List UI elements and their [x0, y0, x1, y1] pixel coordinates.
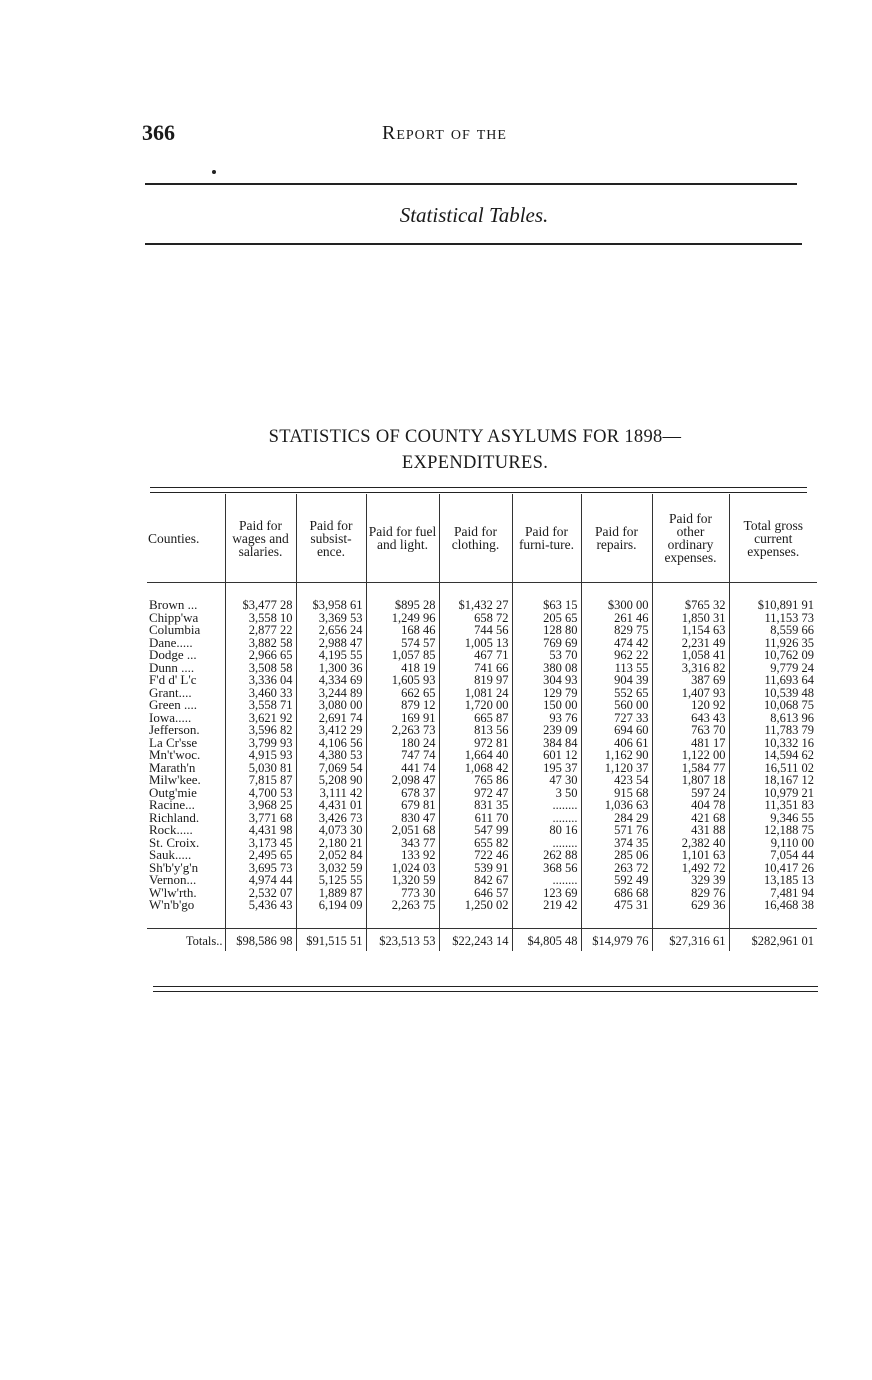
amount-cell: 113 55 — [581, 662, 652, 675]
column-header: Paid for furni-ture. — [512, 494, 581, 583]
amount-cell: 128 80 — [512, 624, 581, 637]
amount-cell: ........ — [512, 799, 581, 812]
amount-cell: 2,966 65 — [225, 649, 296, 662]
column-header: Paid for other ordinary expenses. — [652, 494, 729, 583]
amount-cell: 1,024 03 — [366, 862, 439, 875]
running-head: Report of the — [382, 122, 507, 144]
amount-cell: 1,005 13 — [439, 637, 512, 650]
amount-cell: 3,111 42 — [296, 787, 366, 800]
amount-cell: $895 28 — [366, 599, 439, 612]
amount-cell: 2,263 75 — [366, 899, 439, 912]
table-row — [147, 849, 817, 862]
amount-cell: 11,153 73 — [729, 612, 817, 625]
county-name-cell: St. Croix. — [149, 834, 200, 850]
amount-cell: 180 24 — [366, 737, 439, 750]
county-name-cell: Dane..... — [149, 634, 193, 650]
amount-cell: 4,106 56 — [296, 737, 366, 750]
amount-cell: 3,596 82 — [225, 724, 296, 737]
amount-cell: 1,154 63 — [652, 624, 729, 637]
amount-cell: 133 92 — [366, 849, 439, 862]
amount-cell: 474 42 — [581, 637, 652, 650]
amount-cell: 168 46 — [366, 624, 439, 637]
amount-cell: 2,656 24 — [296, 624, 366, 637]
county-name-cell: Vernon... — [149, 872, 197, 887]
table-row — [147, 899, 817, 912]
amount-cell: 387 69 — [652, 674, 729, 687]
amount-cell: 18,167 12 — [729, 774, 817, 787]
county-name-cell: Racine... — [149, 797, 195, 812]
county-name-cell: Rock..... — [149, 822, 193, 837]
amount-cell: $63 15 — [512, 599, 581, 612]
amount-cell: 1,584 77 — [652, 762, 729, 775]
spacer-row — [147, 912, 817, 929]
amount-cell: 3,080 00 — [296, 699, 366, 712]
amount-cell: 1,057 85 — [366, 649, 439, 662]
table-top-rule — [150, 487, 807, 493]
amount-cell: 655 82 — [439, 837, 512, 850]
county-name-cell: Dunn .... — [149, 659, 195, 675]
amount-cell: 10,417 26 — [729, 862, 817, 875]
county-name-cell: Iowa..... — [149, 709, 192, 725]
amount-cell: 4,334 69 — [296, 674, 366, 687]
amount-cell: 2,532 07 — [225, 887, 296, 900]
column-header: Paid for wages and salaries. — [225, 494, 296, 583]
amount-cell: 219 42 — [512, 899, 581, 912]
county-name-cell: W'lw'rth. — [149, 884, 197, 900]
amount-cell: 431 88 — [652, 824, 729, 837]
amount-cell: 3,316 82 — [652, 662, 729, 675]
amount-cell: 1,250 02 — [439, 899, 512, 912]
amount-cell: 842 67 — [439, 874, 512, 887]
amount-cell: 4,915 93 — [225, 749, 296, 762]
column-header: Paid for subsist-ence. — [296, 494, 366, 583]
amount-cell: 5,125 55 — [296, 874, 366, 887]
amount-cell: 475 31 — [581, 899, 652, 912]
table-title-line-2: EXPENDITURES. — [401, 453, 549, 473]
amount-cell: 679 81 — [366, 799, 439, 812]
amount-cell: 1,492 72 — [652, 862, 729, 875]
amount-cell: 662 65 — [366, 687, 439, 700]
amount-cell: 380 08 — [512, 662, 581, 675]
amount-cell: 722 46 — [439, 849, 512, 862]
amount-cell: 915 68 — [581, 787, 652, 800]
amount-cell: 658 72 — [439, 612, 512, 625]
amount-cell: 169 91 — [366, 712, 439, 725]
amount-cell: 962 22 — [581, 649, 652, 662]
amount-cell: 423 54 — [581, 774, 652, 787]
amount-cell: 4,431 01 — [296, 799, 366, 812]
table-row — [147, 874, 817, 887]
amount-cell: $3,958 61 — [296, 599, 366, 612]
amount-cell: 120 92 — [652, 699, 729, 712]
amount-cell: 11,783 79 — [729, 724, 817, 737]
amount-cell: 2,098 47 — [366, 774, 439, 787]
total-amount-cell: $91,515 51 — [296, 928, 366, 951]
amount-cell: 552 65 — [581, 687, 652, 700]
amount-cell: 7,481 94 — [729, 887, 817, 900]
amount-cell: $3,477 28 — [225, 599, 296, 612]
amount-cell: 239 09 — [512, 724, 581, 737]
amount-cell: 374 35 — [581, 837, 652, 850]
amount-cell: 3,968 25 — [225, 799, 296, 812]
amount-cell: 829 76 — [652, 887, 729, 900]
amount-cell: 1,850 31 — [652, 612, 729, 625]
amount-cell: 1,605 93 — [366, 674, 439, 687]
amount-cell: 3,460 33 — [225, 687, 296, 700]
totals-label: Totals.. — [147, 928, 225, 951]
total-amount-cell: $23,513 53 — [366, 928, 439, 951]
amount-cell: 10,979 21 — [729, 787, 817, 800]
page-number: 366 — [142, 120, 175, 145]
amount-cell: 11,693 64 — [729, 674, 817, 687]
amount-cell: 4,700 53 — [225, 787, 296, 800]
amount-cell: 9,346 55 — [729, 812, 817, 825]
amount-cell: 6,194 09 — [296, 899, 366, 912]
totals-row — [147, 928, 817, 951]
amount-cell: 8,559 66 — [729, 624, 817, 637]
amount-cell: 7,054 44 — [729, 849, 817, 862]
amount-cell: 384 84 — [512, 737, 581, 750]
county-name-cell: W'n'b'go — [149, 897, 195, 912]
table-row — [147, 674, 817, 687]
amount-cell: 813 56 — [439, 724, 512, 737]
amount-cell: ........ — [512, 837, 581, 850]
amount-cell: 3,426 73 — [296, 812, 366, 825]
amount-cell: 1,058 41 — [652, 649, 729, 662]
amount-cell: 9,779 24 — [729, 662, 817, 675]
amount-cell: 611 70 — [439, 812, 512, 825]
amount-cell: 9,110 00 — [729, 837, 817, 850]
amount-cell: 4,974 44 — [225, 874, 296, 887]
amount-cell: 727 33 — [581, 712, 652, 725]
amount-cell: 3,771 68 — [225, 812, 296, 825]
amount-cell: 304 93 — [512, 674, 581, 687]
amount-cell: 285 06 — [581, 849, 652, 862]
amount-cell: 1,407 93 — [652, 687, 729, 700]
table-row — [147, 599, 817, 612]
amount-cell: 4,073 30 — [296, 824, 366, 837]
amount-cell: 1,068 42 — [439, 762, 512, 775]
total-amount-cell: $282,961 01 — [729, 928, 817, 951]
amount-cell: 11,926 35 — [729, 637, 817, 650]
amount-cell: 629 36 — [652, 899, 729, 912]
county-name-cell: Brown ... — [149, 597, 198, 612]
amount-cell: 10,332 16 — [729, 737, 817, 750]
amount-cell: 1,720 00 — [439, 699, 512, 712]
expenditures-table — [147, 494, 817, 951]
column-header: Total gross current expenses. — [729, 494, 817, 583]
amount-cell: 14,594 62 — [729, 749, 817, 762]
amount-cell: 441 74 — [366, 762, 439, 775]
amount-cell: 129 79 — [512, 687, 581, 700]
amount-cell: 3,336 04 — [225, 674, 296, 687]
amount-cell: 2,988 47 — [296, 637, 366, 650]
amount-cell: 597 24 — [652, 787, 729, 800]
amount-cell: 763 70 — [652, 724, 729, 737]
amount-cell: 1,162 90 — [581, 749, 652, 762]
ink-speck — [212, 170, 216, 174]
amount-cell: 3,173 45 — [225, 837, 296, 850]
amount-cell: 879 12 — [366, 699, 439, 712]
amount-cell: 3,799 93 — [225, 737, 296, 750]
amount-cell: 972 81 — [439, 737, 512, 750]
county-name-cell: Mn't'woc. — [149, 747, 201, 762]
amount-cell: 5,208 90 — [296, 774, 366, 787]
amount-cell: 418 19 — [366, 662, 439, 675]
amount-cell: 1,300 36 — [296, 662, 366, 675]
amount-cell: 284 29 — [581, 812, 652, 825]
amount-cell: 205 65 — [512, 612, 581, 625]
amount-cell: 2,180 21 — [296, 837, 366, 850]
amount-cell: 830 47 — [366, 812, 439, 825]
amount-cell: 1,807 18 — [652, 774, 729, 787]
amount-cell: 2,231 49 — [652, 637, 729, 650]
table-row — [147, 774, 817, 787]
county-name-cell: Outg'mie — [149, 784, 197, 800]
amount-cell: 1,120 37 — [581, 762, 652, 775]
amount-cell: 769 69 — [512, 637, 581, 650]
amount-cell: 262 88 — [512, 849, 581, 862]
amount-cell: ........ — [512, 874, 581, 887]
amount-cell: $1,432 27 — [439, 599, 512, 612]
county-name-cell: F'd d' L'c — [149, 672, 197, 687]
amount-cell: 10,068 75 — [729, 699, 817, 712]
section-rule — [145, 243, 802, 245]
table-row — [147, 624, 817, 637]
amount-cell: 3,369 53 — [296, 612, 366, 625]
amount-cell: 571 76 — [581, 824, 652, 837]
amount-cell: 829 75 — [581, 624, 652, 637]
county-name-cell: Jefferson. — [149, 722, 200, 737]
total-amount-cell: $22,243 14 — [439, 928, 512, 951]
column-header: Paid for fuel and light. — [366, 494, 439, 583]
table-row — [147, 699, 817, 712]
total-amount-cell: $98,586 98 — [225, 928, 296, 951]
amount-cell: 80 16 — [512, 824, 581, 837]
amount-cell: 11,351 83 — [729, 799, 817, 812]
amount-cell: 404 78 — [652, 799, 729, 812]
amount-cell: 1,036 63 — [581, 799, 652, 812]
amount-cell: 16,511 02 — [729, 762, 817, 775]
amount-cell: 819 97 — [439, 674, 512, 687]
county-name-cell: Grant.... — [149, 684, 192, 700]
county-name-cell: Marath'n — [149, 759, 196, 775]
county-name-cell: Sh'b'y'g'n — [149, 859, 199, 875]
amount-cell: 4,195 55 — [296, 649, 366, 662]
table-row — [147, 649, 817, 662]
amount-cell: 3,695 73 — [225, 862, 296, 875]
amount-cell: 2,382 40 — [652, 837, 729, 850]
amount-cell: 93 76 — [512, 712, 581, 725]
table-row — [147, 824, 817, 837]
amount-cell: 643 43 — [652, 712, 729, 725]
amount-cell: 47 30 — [512, 774, 581, 787]
amount-cell: 765 86 — [439, 774, 512, 787]
amount-cell: 665 87 — [439, 712, 512, 725]
amount-cell: 1,889 87 — [296, 887, 366, 900]
amount-cell: $10,891 91 — [729, 599, 817, 612]
amount-cell: 3,244 89 — [296, 687, 366, 700]
county-name-cell: La Cr'sse — [149, 734, 198, 750]
header-rule — [145, 183, 797, 185]
amount-cell: 150 00 — [512, 699, 581, 712]
amount-cell: 560 00 — [581, 699, 652, 712]
amount-cell: 694 60 — [581, 724, 652, 737]
amount-cell: 744 56 — [439, 624, 512, 637]
amount-cell: 3,882 58 — [225, 637, 296, 650]
amount-cell: 1,249 96 — [366, 612, 439, 625]
table-bottom-rule — [153, 986, 818, 992]
amount-cell: 539 91 — [439, 862, 512, 875]
amount-cell: 7,069 54 — [296, 762, 366, 775]
amount-cell: 343 77 — [366, 837, 439, 850]
county-name-cell: Dodge ... — [149, 647, 197, 662]
amount-cell: 16,468 38 — [729, 899, 817, 912]
amount-cell: 574 57 — [366, 637, 439, 650]
amount-cell: 3,558 10 — [225, 612, 296, 625]
column-header: Counties. — [147, 494, 225, 583]
amount-cell: 53 70 — [512, 649, 581, 662]
amount-cell: 263 72 — [581, 862, 652, 875]
amount-cell: 5,436 43 — [225, 899, 296, 912]
amount-cell: 481 17 — [652, 737, 729, 750]
amount-cell: 8,613 96 — [729, 712, 817, 725]
amount-cell: 4,431 98 — [225, 824, 296, 837]
amount-cell: 3,508 58 — [225, 662, 296, 675]
county-name-cell: Richland. — [149, 809, 200, 825]
amount-cell: 3,558 71 — [225, 699, 296, 712]
amount-cell: 13,185 13 — [729, 874, 817, 887]
column-header: Paid for clothing. — [439, 494, 512, 583]
table-row — [147, 749, 817, 762]
amount-cell: 3 50 — [512, 787, 581, 800]
amount-cell: 686 68 — [581, 887, 652, 900]
table-title — [150, 424, 800, 476]
total-amount-cell: $27,316 61 — [652, 928, 729, 951]
amount-cell: 1,664 40 — [439, 749, 512, 762]
total-amount-cell: $4,805 48 — [512, 928, 581, 951]
amount-cell: 368 56 — [512, 862, 581, 875]
amount-cell: 678 37 — [366, 787, 439, 800]
amount-cell: $765 32 — [652, 599, 729, 612]
amount-cell: 1,101 63 — [652, 849, 729, 862]
amount-cell: 195 37 — [512, 762, 581, 775]
amount-cell: 421 68 — [652, 812, 729, 825]
county-name-cell: Columbia — [149, 622, 201, 637]
amount-cell: 1,081 24 — [439, 687, 512, 700]
amount-cell: 972 47 — [439, 787, 512, 800]
amount-cell: 7,815 87 — [225, 774, 296, 787]
amount-cell: 123 69 — [512, 887, 581, 900]
amount-cell: 2,877 22 — [225, 624, 296, 637]
amount-cell: 747 74 — [366, 749, 439, 762]
amount-cell: 904 39 — [581, 674, 652, 687]
section-title: Statistical Tables. — [399, 203, 549, 227]
amount-cell: 12,188 75 — [729, 824, 817, 837]
amount-cell: 2,495 65 — [225, 849, 296, 862]
county-name-cell: Sauk..... — [149, 847, 192, 862]
amount-cell: 406 61 — [581, 737, 652, 750]
amount-cell: 10,762 09 — [729, 649, 817, 662]
amount-cell: 592 49 — [581, 874, 652, 887]
amount-cell: 2,052 84 — [296, 849, 366, 862]
county-name-cell: Milw'kee. — [149, 772, 201, 787]
amount-cell: 2,691 74 — [296, 712, 366, 725]
total-amount-cell: $14,979 76 — [581, 928, 652, 951]
amount-cell: 261 46 — [581, 612, 652, 625]
amount-cell: 601 12 — [512, 749, 581, 762]
amount-cell: $300 00 — [581, 599, 652, 612]
amount-cell: 646 57 — [439, 887, 512, 900]
amount-cell: 3,412 29 — [296, 724, 366, 737]
county-name-cell: Chipp'wa — [149, 609, 199, 625]
spacer-row — [147, 583, 817, 600]
amount-cell: 4,380 53 — [296, 749, 366, 762]
amount-cell: 10,539 48 — [729, 687, 817, 700]
amount-cell: 2,051 68 — [366, 824, 439, 837]
amount-cell: 773 30 — [366, 887, 439, 900]
amount-cell: 741 66 — [439, 662, 512, 675]
amount-cell: 2,263 73 — [366, 724, 439, 737]
table-row — [147, 724, 817, 737]
amount-cell: 1,122 00 — [652, 749, 729, 762]
amount-cell: 329 39 — [652, 874, 729, 887]
amount-cell: 3,032 59 — [296, 862, 366, 875]
amount-cell: ........ — [512, 812, 581, 825]
amount-cell: 3,621 92 — [225, 712, 296, 725]
amount-cell: 1,320 59 — [366, 874, 439, 887]
amount-cell: 831 35 — [439, 799, 512, 812]
column-header: Paid for repairs. — [581, 494, 652, 583]
amount-cell: 467 71 — [439, 649, 512, 662]
table-row — [147, 799, 817, 812]
county-name-cell: Green .... — [149, 697, 198, 712]
table-title-line-1: STATISTICS OF COUNTY ASYLUMS FOR 1898— — [268, 427, 682, 447]
table-header-row — [147, 494, 817, 583]
amount-cell: 547 99 — [439, 824, 512, 837]
amount-cell: 5,030 81 — [225, 762, 296, 775]
